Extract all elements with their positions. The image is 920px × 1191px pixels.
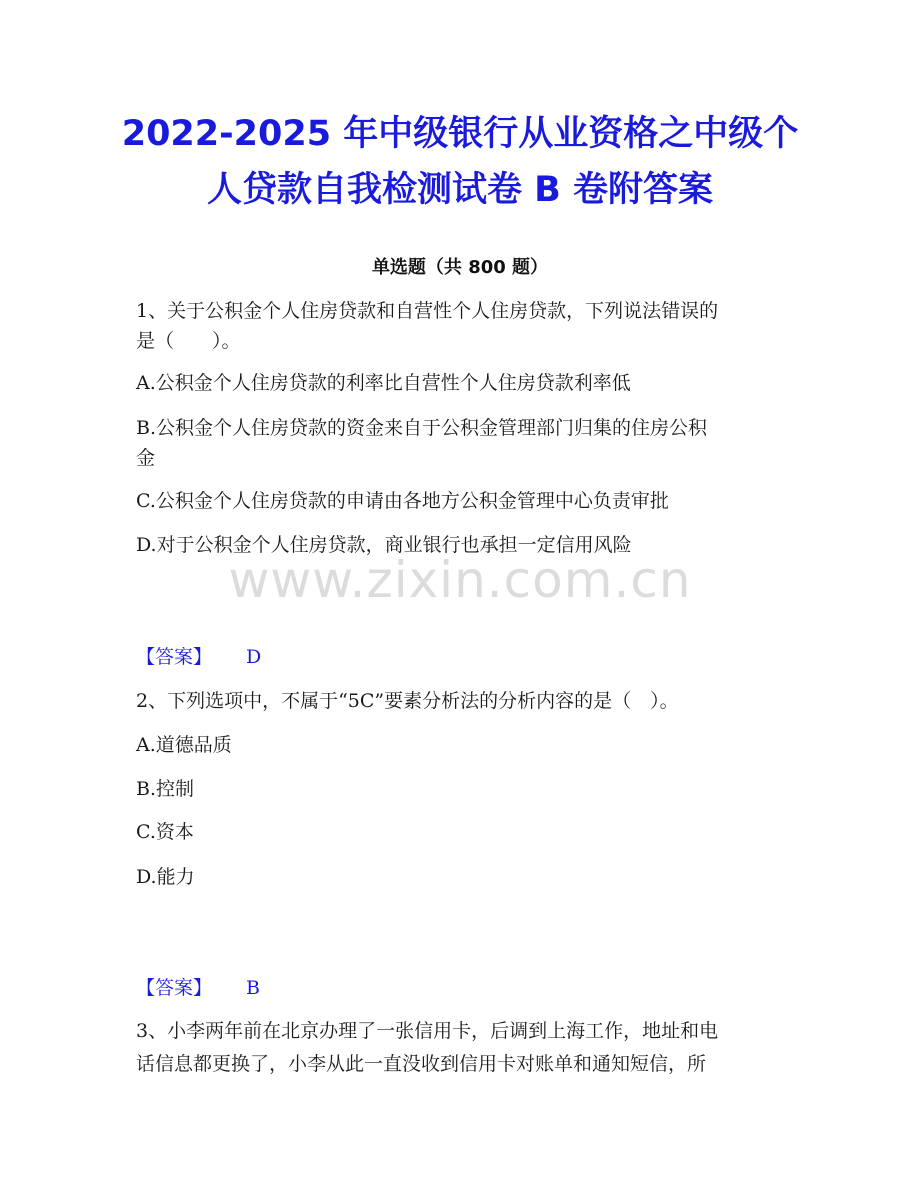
q3-stem-line-2: 话信息都更换了，小李从此一直没收到信用卡对账单和通知短信，所 [136, 1053, 707, 1075]
answer-value: D [246, 646, 262, 668]
q1-option-d: D.对于公积金个人住房贷款，商业银行也承担一定信用风险 [136, 534, 632, 556]
q2-option-b: B.控制 [136, 778, 195, 800]
answer-value: B [246, 977, 260, 999]
document-title [60, 106, 860, 218]
q3-stem-line-1: 3、小李两年前在北京办理了一张信用卡，后调到上海工作，地址和电 [136, 1020, 719, 1042]
q1-option-b-line-1: B.公积金个人住房贷款的资金来自于公积金管理部门归集的住房公积 [136, 417, 708, 439]
q1-answer [136, 642, 261, 672]
answer-tag: 【答案】 [136, 646, 213, 668]
q1-option-c: C.公积金个人住房贷款的申请由各地方公积金管理中心负责审批 [136, 490, 669, 512]
q2-option-a: A.道德品质 [136, 734, 232, 756]
title-line-1: 2022-2025 年中级银行从业资格之中级个 [121, 114, 799, 154]
q1-stem-line-1: 1、关于公积金个人住房贷款和自营性个人住房贷款，下列说法错误的 [136, 300, 719, 322]
q2-stem: 2、下列选项中，不属于“5C”要素分析法的分析内容的是（ ）。 [136, 690, 679, 712]
watermark: www.zixin.com.cn [228, 551, 692, 609]
q2-answer [136, 973, 260, 1003]
q1-option-a: A.公积金个人住房贷款的利率比自营性个人住房贷款利率低 [136, 372, 631, 394]
q1-option-b-line-2: 金 [136, 447, 156, 469]
title-line-2: 人贷款自我检测试卷 B 卷附答案 [206, 170, 714, 210]
answer-tag: 【答案】 [136, 977, 213, 999]
section-heading: 单选题（共 800 题） [371, 257, 549, 278]
q2-option-d: D.能力 [136, 866, 195, 888]
q2-option-c: C.资本 [136, 821, 194, 843]
q1-stem-line-2: 是（ ）。 [136, 330, 241, 352]
